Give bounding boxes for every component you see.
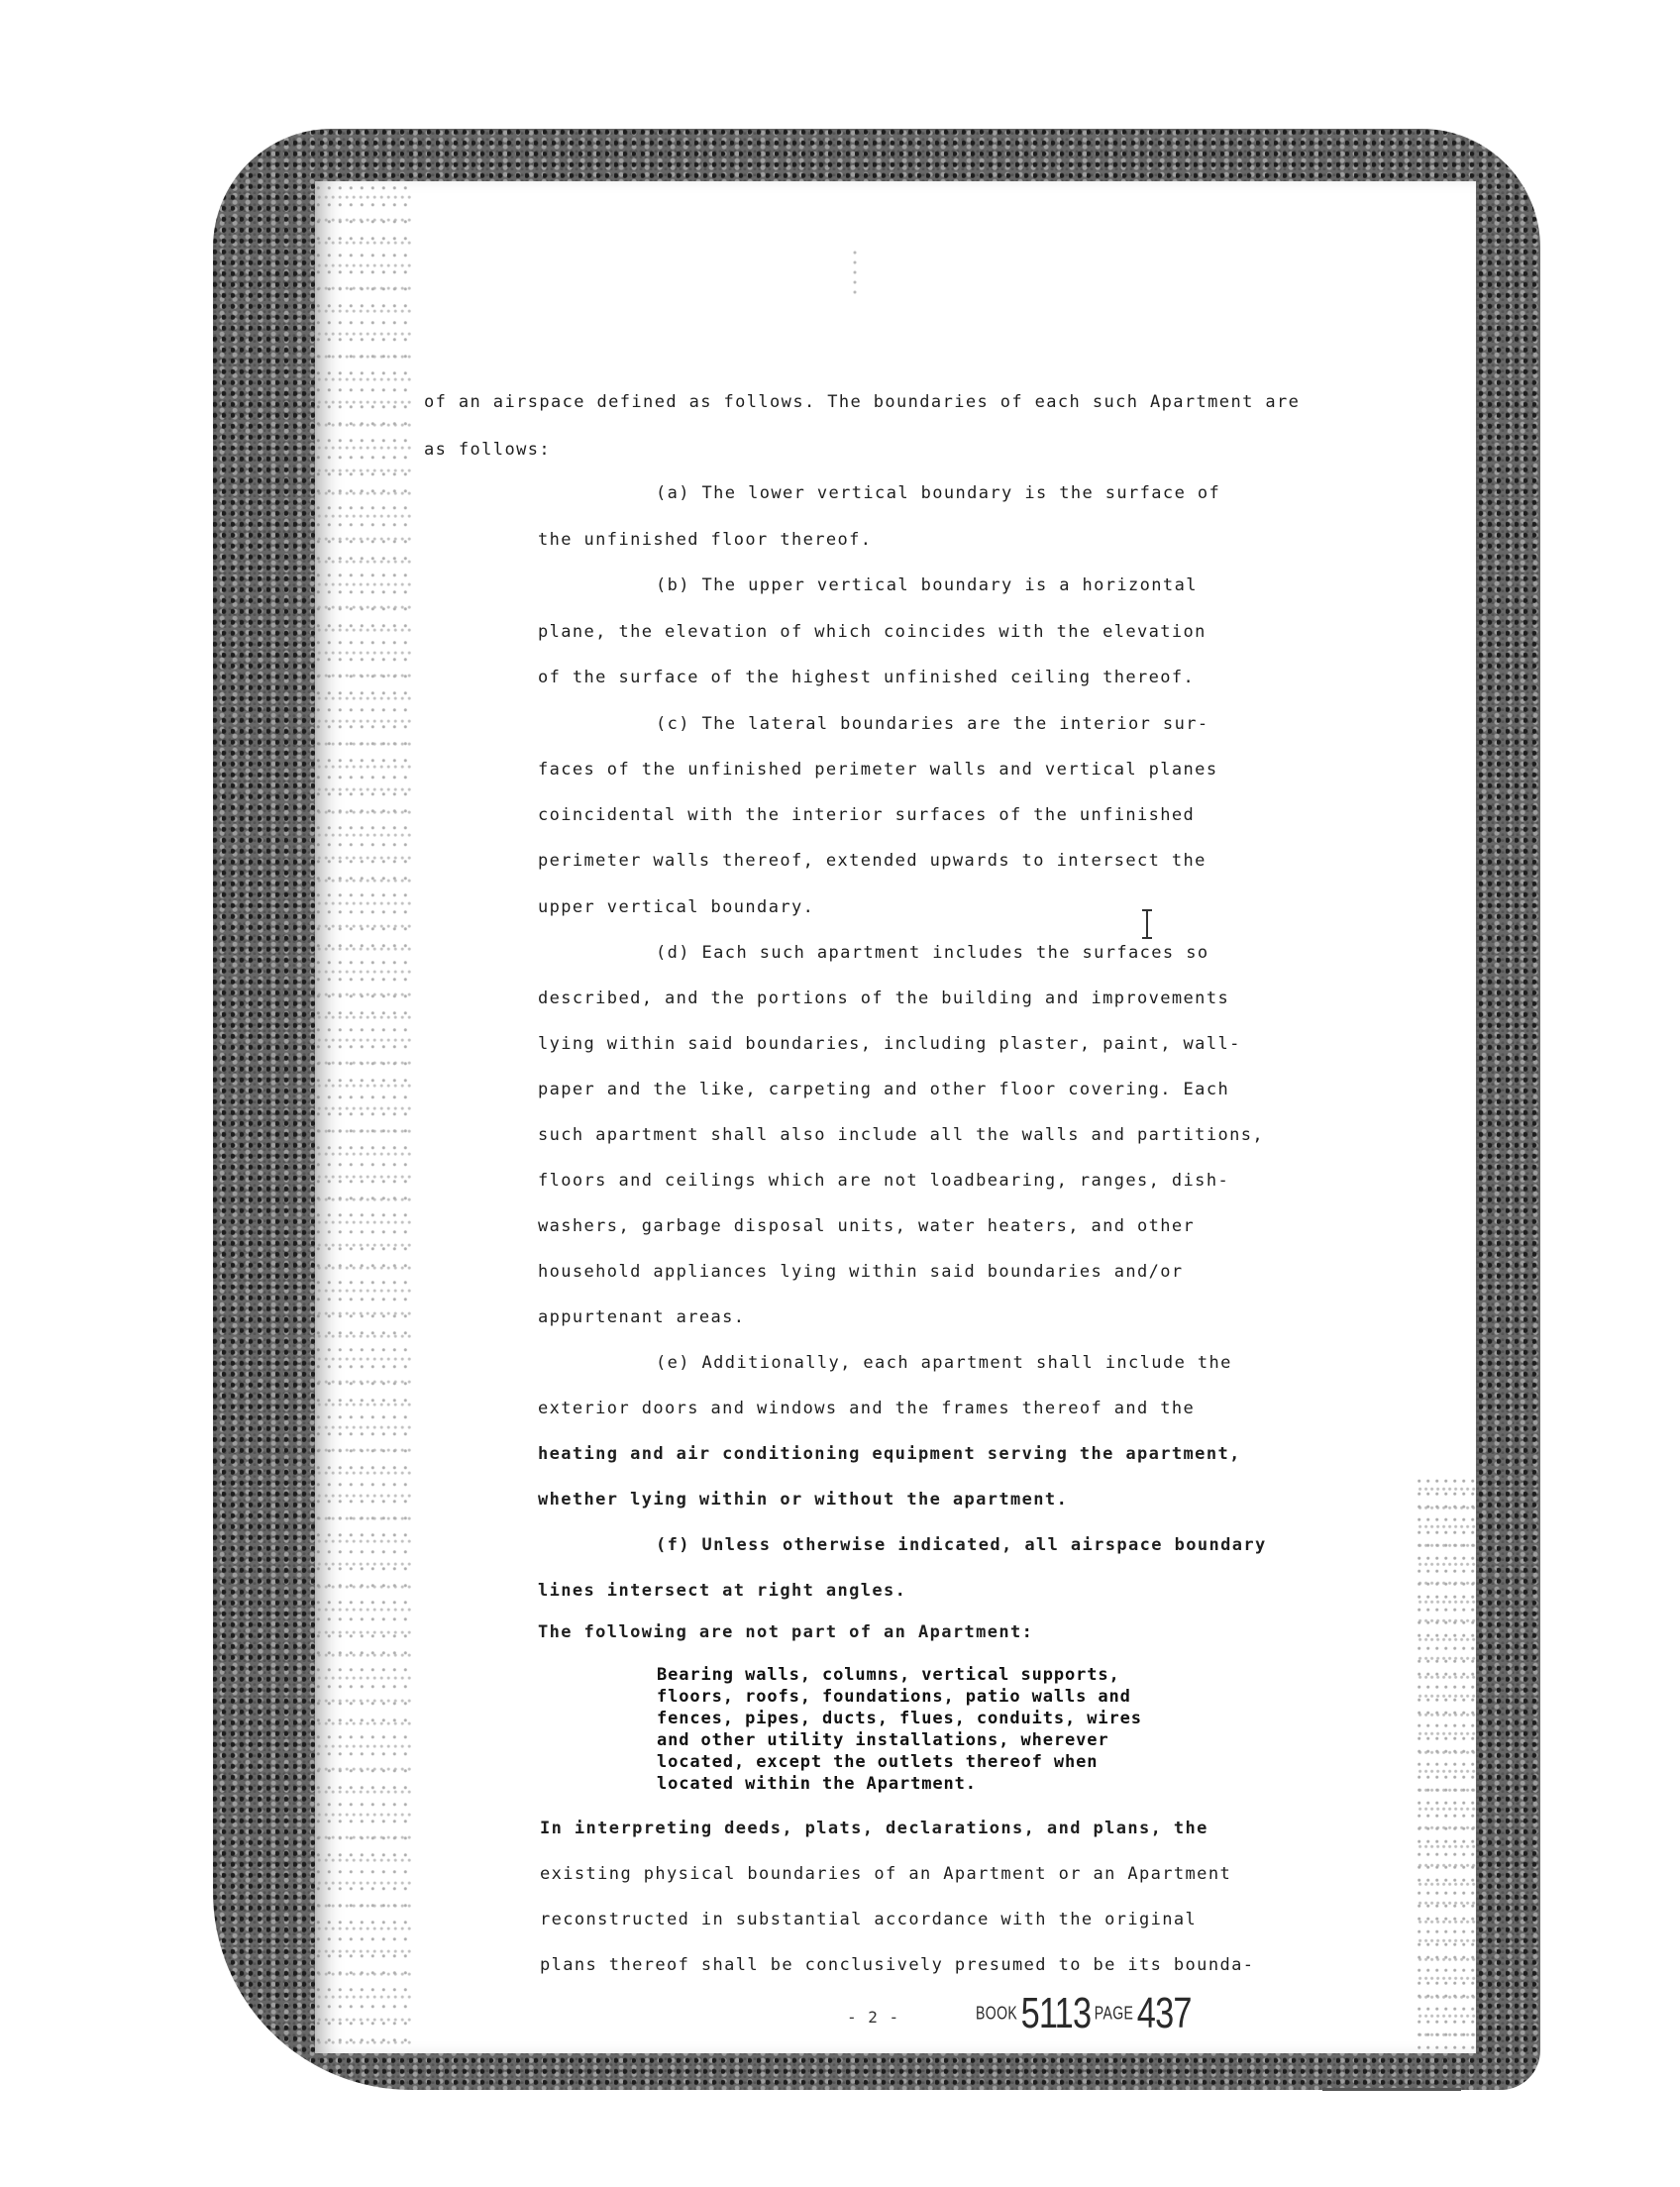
footer-rule (1322, 2088, 1461, 2091)
scan-speckle-left (315, 181, 414, 2053)
text-line: of an airspace defined as follows. The boundaries of each such Apartment are (424, 392, 1301, 412)
text-line: fences, pipes, ducts, flues, conduits, wires (657, 1709, 1142, 1728)
text-line: upper vertical boundary. (538, 897, 815, 917)
page-label: PAGE (1094, 2003, 1134, 2024)
scan-speckle-right (1417, 1476, 1476, 2050)
text-line: reconstructed in substantial accordance with the original (540, 1910, 1198, 1929)
book-number: 5113 (1020, 1989, 1092, 2037)
book-page-stamp (976, 1989, 1192, 2038)
text-cursor-icon (1146, 909, 1148, 939)
text-line: floors and ceilings which are not loadbearing, ranges, dish- (538, 1171, 1230, 1191)
text-line: as follows: (424, 440, 551, 460)
text-line: appurtenant areas. (538, 1307, 746, 1327)
text-line: The following are not part of an Apartment: (538, 1622, 1034, 1642)
text-line: perimeter walls thereof, extended upwards to intersect the (538, 851, 1207, 871)
text-line: (b) The upper vertical boundary is a horizontal (656, 575, 1198, 595)
text-line: plans thereof shall be conclusively presumed to be its bounda- (540, 1955, 1255, 1975)
text-line: located within the Apartment. (657, 1774, 977, 1794)
page-number: - 2 - (847, 2008, 900, 2027)
text-line: such apartment shall also include all the walls and partitions, (538, 1125, 1264, 1145)
text-line: plane, the elevation of which coincides with the elevation (538, 622, 1207, 642)
book-label: BOOK (976, 2003, 1018, 2024)
text-line: floors, roofs, foundations, patio walls and (657, 1687, 1131, 1707)
text-line: household appliances lying within said boundaries and/or (538, 1262, 1184, 1282)
text-line: (a) The lower vertical boundary is the surface of (656, 483, 1221, 503)
text-line: whether lying within or without the apartment. (538, 1490, 1069, 1510)
text-line: faces of the unfinished perimeter walls and vertical planes (538, 760, 1218, 780)
text-line: the unfinished floor thereof. (538, 530, 873, 550)
text-line: located, except the outlets thereof when (657, 1752, 1099, 1772)
scan-stray-mark (852, 248, 858, 297)
text-line: described, and the portions of the building and improvements (538, 989, 1230, 1008)
text-line: (e) Additionally, each apartment shall include the (656, 1353, 1232, 1373)
text-line: lines intersect at right angles. (538, 1581, 907, 1601)
text-line: lying within said boundaries, including plaster, paint, wall- (538, 1034, 1241, 1054)
text-line: In interpreting deeds, plats, declarations, and plans, the (540, 1819, 1208, 1838)
text-line: exterior doors and windows and the frames thereof and the (538, 1399, 1196, 1418)
text-line: coincidental with the interior surfaces of the unfinished (538, 805, 1196, 825)
text-line: and other utility installations, wherever (657, 1730, 1109, 1750)
page-sheet (315, 181, 1476, 2053)
text-line: (f) Unless otherwise indicated, all airspace boundary (656, 1535, 1267, 1555)
page-value: 437 (1136, 1989, 1192, 2037)
text-line: washers, garbage disposal units, water heaters, and other (538, 1216, 1196, 1236)
text-line: of the surface of the highest unfinished ceiling thereof. (538, 668, 1196, 687)
text-line: (c) The lateral boundaries are the interior sur- (656, 714, 1209, 734)
text-line: paper and the like, carpeting and other floor covering. Each (538, 1080, 1230, 1099)
text-line: (d) Each such apartment includes the surfaces so (656, 943, 1209, 963)
text-line: Bearing walls, columns, vertical supports, (657, 1665, 1120, 1685)
text-line: heating and air conditioning equipment serving the apartment, (538, 1444, 1241, 1464)
text-line: existing physical boundaries of an Apartment or an Apartment (540, 1864, 1232, 1884)
